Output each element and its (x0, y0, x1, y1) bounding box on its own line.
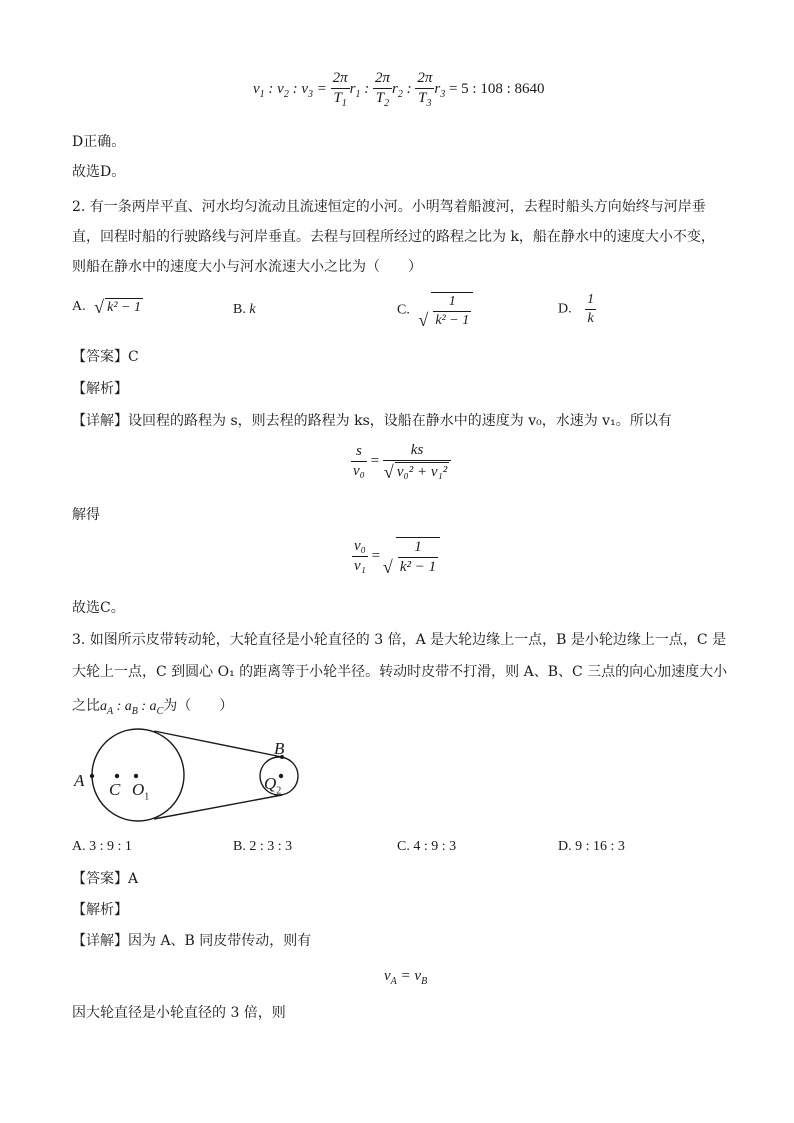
q3-line2: 大轮上一点，C 到圆心 O₁ 的距离等于小轮半径。转动时皮带不打滑，则 A、B、C 三点的向心加速度大小 (72, 664, 728, 680)
q1-choose: 故选D。 (72, 164, 126, 180)
q2-equation-1: $\frac{s}{\text{v₀}}$ = ks √ v₀² + v₁² (351, 442, 451, 481)
q3-option-a: A. 3 : 9 : 1 (72, 839, 132, 854)
q3-line1: 3. 如图所示皮带转动轮，大轮直径是小轮直径的 3 倍，A 是大轮边缘上一点，B 是小轮边缘上一点，C 是 (72, 632, 727, 648)
center-o1 (134, 774, 138, 778)
top-formula: $v_1$ : $v_2$ : $v_3$ = $\frac{2\pi}{T_1}$ $r_1$ : $\frac{2\pi}{T_2}$ $r_2$ : $\frac{2\pi}{T_3}$ $r_3 = 5$ : 108 : 8640 (253, 70, 545, 109)
q2-option-d: D. $\frac{1}{k}$ (558, 292, 595, 326)
q2-line3: 则船在静水中的速度大小与河水流速大小之比为（ ） (72, 259, 422, 275)
belt-bottom (154, 795, 282, 819)
q3-option-c: C. 4 : 9 : 3 (397, 839, 457, 854)
belt-top (154, 731, 285, 758)
label-o2: $Q_2$ (264, 774, 282, 797)
label-c: C (109, 780, 121, 799)
q3-option-b: B. 2 : 3 : 3 (233, 839, 293, 854)
q1-conclusion: D正确。 (72, 134, 126, 150)
point-c (115, 774, 119, 778)
q2-option-b: B. k (233, 302, 256, 317)
label-a: A (74, 771, 85, 790)
q3-detail: 【详解】因为 A、B 同皮带传动，则有 (72, 933, 312, 949)
q2-analysis-tag: 【解析】 (72, 381, 128, 397)
q2-answer: 【答案】C (72, 349, 139, 365)
large-wheel (92, 729, 184, 821)
q2-solve: 解得 (72, 507, 100, 523)
q3-answer: 【答案】A (72, 871, 139, 887)
q2-line2: 直，回程时船的行驶路线与河岸垂直。去程与回程所经过的路程之比为 k，船在静水中的速度大小不变， (72, 229, 715, 245)
q3-equation-v: $v_A = v_B$ (384, 968, 428, 987)
q3-analysis-tag: 【解析】 (72, 902, 128, 918)
q3-option-d: D. 9 : 16 : 3 (558, 839, 625, 854)
q2-line1: 2. 有一条两岸平直、河水均匀流动且流速恒定的小河。小明驾着船渡河，去程时船头方向始终与河岸垂 (72, 199, 706, 215)
label-b: B (274, 739, 285, 758)
q2-option-a: A. √ k² − 1 (72, 298, 143, 316)
q2-option-c: C. √ $\frac{1}{\text{k² − 1}}$ (397, 292, 473, 329)
point-a (90, 774, 94, 778)
label-o1: $O_1$ (132, 780, 150, 803)
q2-choose: 故选C。 (72, 600, 125, 616)
q3-line3: 之比$a_A$ : $a_B$ : $a_C$为（ ） (72, 698, 234, 717)
q2-equation-2: $\frac{\text{v₀}}{\text{v₁}}$ = √ $\frac{1}{\text{k² − 1}}$ (352, 537, 440, 576)
q2-detail: 【详解】设回程的路程为 s，则去程的路程为 ks，设船在静水中的速度为 v₀，水速为 v₁。所以有 (72, 413, 672, 429)
q3-last-line: 因大轮直径是小轮直径的 3 倍，则 (72, 1005, 286, 1021)
